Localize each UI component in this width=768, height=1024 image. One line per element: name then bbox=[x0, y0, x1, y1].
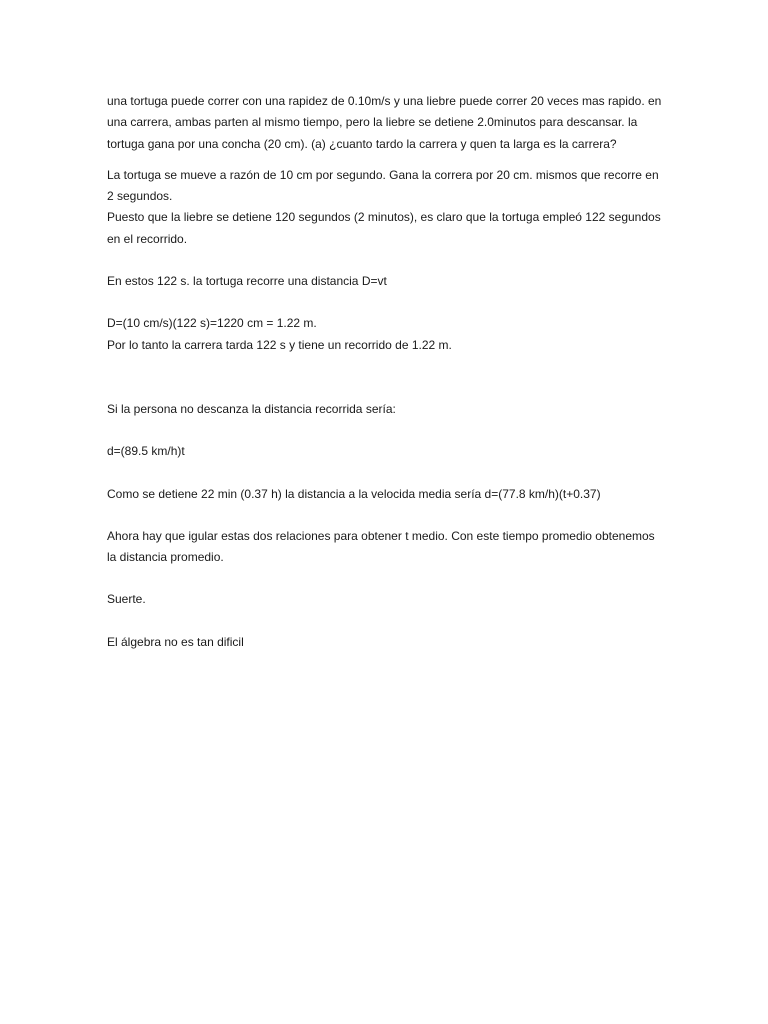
spacer bbox=[107, 356, 667, 399]
spacer bbox=[107, 292, 667, 313]
answer-line-6: Si la persona no descanza la distancia recorrida sería: bbox=[107, 401, 396, 416]
question-text: una tortuga puede correr con una rapidez de 0.10m/s y una liebre puede correr 20 veces mas rapido. en una carrera, ambas parten al mismo tiempo, pero la liebre se detiene 2.0minutos para descansar. la tortuga gana por una concha (20 cm). (a) ¿cuanto tardo la carrera y quen ta larga es la carrera? bbox=[107, 94, 662, 151]
answer-line-10: Suerte. bbox=[107, 592, 146, 607]
spacer bbox=[107, 505, 667, 526]
answer-line-9: Ahora hay que igular estas dos relaciones para obtener t medio. Con este tiempo promedio obtenemos la distancia promedio. bbox=[107, 528, 655, 565]
answer-line-1: La tortuga se mueve a razón de 10 cm por segundo. Gana la correra por 20 cm. mismos que recorre en 2 segundos. bbox=[107, 167, 659, 204]
answer-line-3: En estos 122 s. la tortuga recorre una distancia D=vt bbox=[107, 274, 387, 289]
answer-line-8: Como se detiene 22 min (0.37 h) la distancia a la velocida media sería d=(77.8 km/h)(t+0.37) bbox=[107, 486, 601, 501]
answer-line-7: d=(89.5 km/h)t bbox=[107, 444, 185, 459]
spacer bbox=[107, 568, 667, 589]
spacer bbox=[107, 420, 667, 441]
spacer bbox=[107, 155, 667, 165]
document-page bbox=[107, 91, 667, 653]
answer-line-11: El álgebra no es tan dificil bbox=[107, 634, 244, 649]
answer-line-4: D=(10 cm/s)(122 s)=1220 cm = 1.22 m. bbox=[107, 316, 317, 331]
spacer bbox=[107, 463, 667, 484]
answer-line-5: Por lo tanto la carrera tarda 122 s y tiene un recorrido de 1.22 m. bbox=[107, 337, 452, 352]
answer-line-2: Puesto que la liebre se detiene 120 segundos (2 minutos), es claro que la tortuga empleó 122 segundos en el recorrido. bbox=[107, 210, 661, 246]
spacer bbox=[107, 611, 667, 632]
spacer bbox=[107, 250, 667, 271]
